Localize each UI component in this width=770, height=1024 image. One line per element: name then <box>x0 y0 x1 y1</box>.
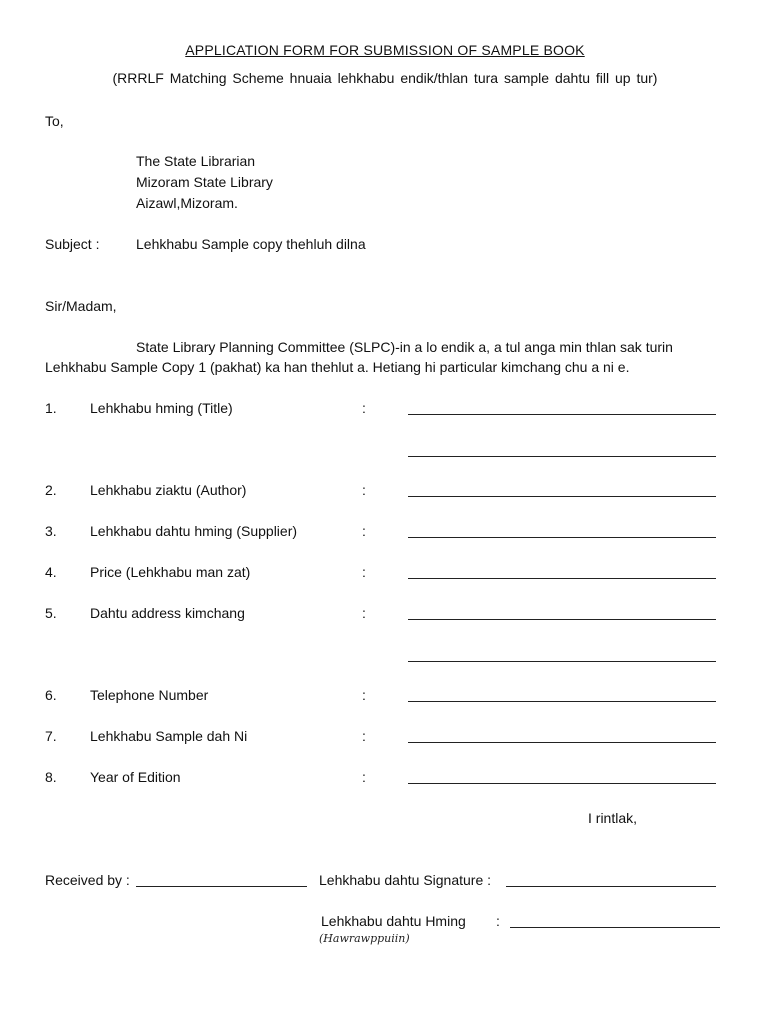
title-input-line-1[interactable] <box>408 414 716 415</box>
name-input-line[interactable] <box>510 927 720 928</box>
field-5-colon: : <box>362 605 366 621</box>
author-input-line[interactable] <box>408 496 716 497</box>
name-label: Lehkhabu dahtu Hming <box>321 913 466 929</box>
field-4-number: 4. <box>45 564 57 580</box>
signature-input-line[interactable] <box>506 886 716 887</box>
field-2-colon: : <box>362 482 366 498</box>
field-1-number: 1. <box>45 400 57 416</box>
signature-label: Lehkhabu dahtu Signature : <box>319 872 492 888</box>
subject-text: Lehkhabu Sample copy thehluh dilna <box>136 236 366 252</box>
field-2-label: Lehkhabu ziaktu (Author) <box>90 482 247 498</box>
telephone-input-line[interactable] <box>408 701 716 702</box>
field-7-colon: : <box>362 728 366 744</box>
field-3-label: Lehkhabu dahtu hming (Supplier) <box>90 523 298 539</box>
field-6-colon: : <box>362 687 366 703</box>
field-8-label: Year of Edition <box>90 769 181 785</box>
field-5-label: Dahtu address kimchang <box>90 605 245 621</box>
field-3-colon: : <box>362 523 366 539</box>
address-input-line-1[interactable] <box>408 619 716 620</box>
address-line-2: Mizoram State Library <box>136 174 273 190</box>
field-8-colon: : <box>362 769 366 785</box>
field-7-label: Lehkhabu Sample dah Ni <box>90 728 248 744</box>
address-line-1: The State Librarian <box>136 153 256 169</box>
field-4-label: Price (Lehkhabu man zat) <box>90 564 251 580</box>
to-label: To, <box>45 113 64 129</box>
body-line-1: State Library Planning Committee (SLPC)-in a lo endik a, a tul anga min thlan sak turin <box>136 339 673 355</box>
salutation: Sir/Madam, <box>45 298 117 314</box>
field-5-number: 5. <box>45 605 57 621</box>
address-input-line-2[interactable] <box>408 661 716 662</box>
received-by-input-line[interactable] <box>136 886 307 887</box>
address-line-3: Aizawl,Mizoram. <box>136 195 238 211</box>
field-8-number: 8. <box>45 769 57 785</box>
name-colon: : <box>496 913 500 929</box>
title-input-line-2[interactable] <box>408 456 716 457</box>
form-subtitle: (RRRLF Matching Scheme hnuaia lehkhabu endik/thlan tura sample dahtu fill up tur) <box>112 70 658 86</box>
field-6-number: 6. <box>45 687 57 703</box>
field-3-number: 3. <box>45 523 57 539</box>
field-7-number: 7. <box>45 728 57 744</box>
closing-text: I rintlak, <box>588 810 638 826</box>
field-2-number: 2. <box>45 482 57 498</box>
name-note: (Hawrawppuiin) <box>319 932 410 945</box>
form-title: APPLICATION FORM FOR SUBMISSION OF SAMPLE BOOK <box>185 42 585 58</box>
edition-year-input-line[interactable] <box>408 783 716 784</box>
field-4-colon: : <box>362 564 366 580</box>
body-line-2: Lehkhabu Sample Copy 1 (pakhat) ka han thehlut a. Hetiang hi particular kimchang chu a ni e. <box>45 359 630 375</box>
price-input-line[interactable] <box>408 578 716 579</box>
field-1-label: Lehkhabu hming (Title) <box>90 400 233 416</box>
field-6-label: Telephone Number <box>90 687 209 703</box>
supplier-input-line[interactable] <box>408 537 716 538</box>
field-1-colon: : <box>362 400 366 416</box>
sample-date-input-line[interactable] <box>408 742 716 743</box>
subject-label: Subject : <box>45 236 100 252</box>
received-by-label: Received by : <box>45 872 130 888</box>
